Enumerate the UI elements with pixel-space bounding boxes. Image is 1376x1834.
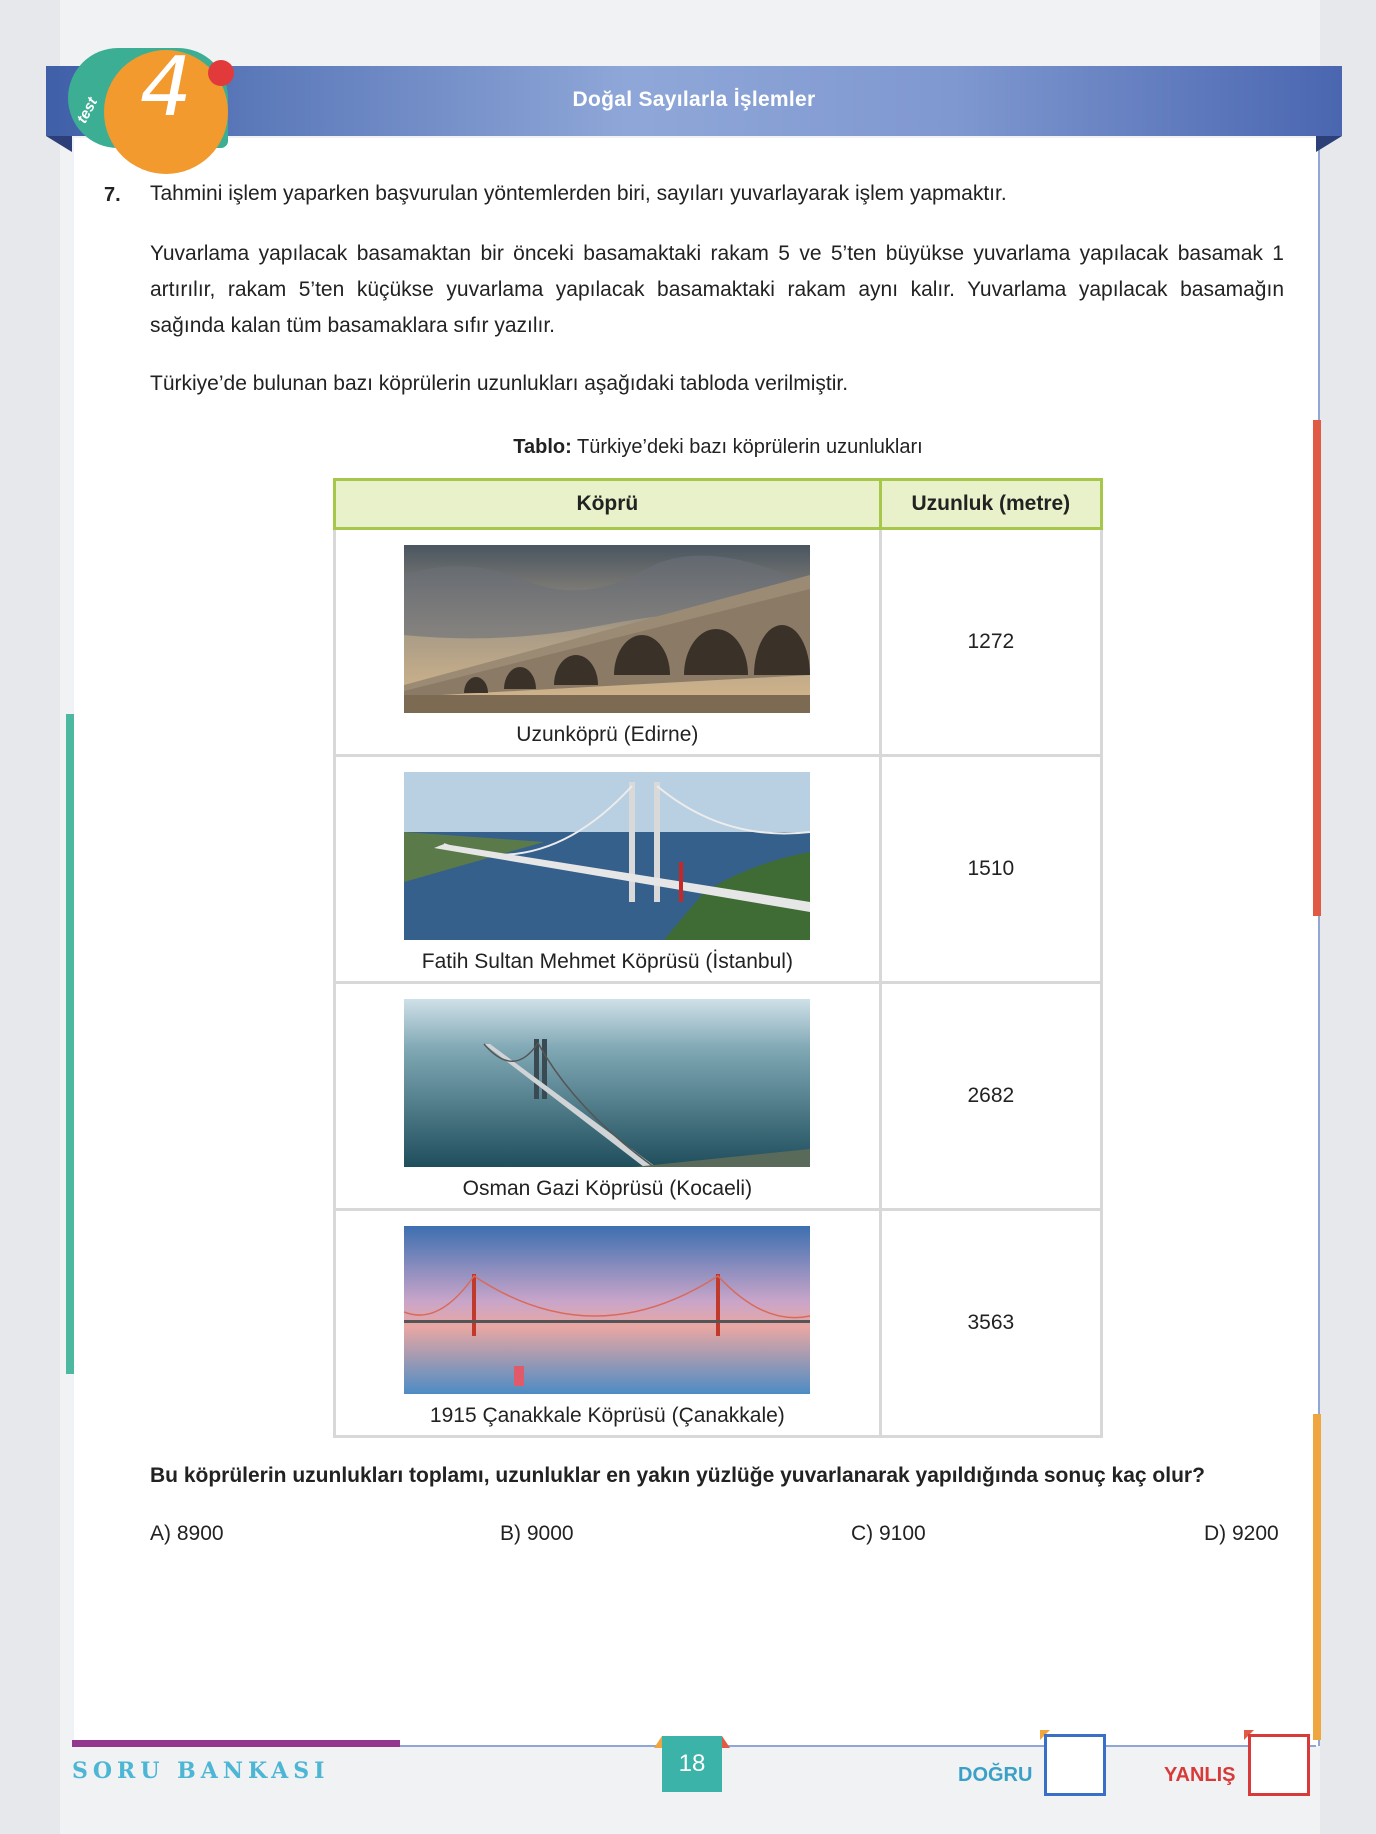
header-bar bbox=[46, 66, 1342, 136]
correct-count-label: DOĞRU bbox=[958, 1764, 1033, 1786]
bridge-cell bbox=[335, 983, 881, 1210]
background-tile bbox=[1320, 0, 1376, 1834]
wrong-count-label: YANLIŞ bbox=[1164, 1764, 1236, 1786]
page-number-corner-left bbox=[654, 1736, 662, 1748]
page-number-box bbox=[662, 1736, 722, 1792]
question-prompt: Bu köprülerin uzunlukları toplamı, uzunluklar en yakın yüzlüğe yuvarlanarak yapıldığında sonuç kaç olur? bbox=[150, 1464, 1205, 1487]
column-header-bridge: Köprü bbox=[335, 480, 881, 529]
option-c[interactable]: C) 9100 bbox=[851, 1522, 926, 1545]
background-tile bbox=[0, 0, 60, 1834]
osman-gazi-photo bbox=[404, 999, 810, 1167]
bridge-cell bbox=[335, 1210, 881, 1437]
bridge-length: 1272 bbox=[880, 529, 1101, 756]
table-row bbox=[335, 983, 1102, 1210]
fatih-sultan-mehmet-photo bbox=[404, 772, 810, 940]
bridge-table bbox=[333, 478, 1103, 1438]
header-fold-left bbox=[46, 136, 72, 152]
table-caption-label: Tablo: bbox=[513, 436, 572, 458]
table-caption bbox=[334, 436, 1102, 459]
bridge-length: 2682 bbox=[880, 983, 1101, 1210]
canakkale-1915-photo bbox=[404, 1226, 810, 1394]
bridge-length: 3563 bbox=[880, 1210, 1101, 1437]
question-number: 7. bbox=[104, 184, 121, 206]
question-intro: Tahmini işlem yaparken başvurulan yöntemlerden biri, sayıları yuvarlayarak işlem yapmaktır. bbox=[150, 182, 1007, 205]
bridge-cell bbox=[335, 756, 881, 983]
bridge-name: Uzunköprü (Edirne) bbox=[516, 723, 699, 746]
side-stripe-orange bbox=[1313, 1414, 1321, 1740]
bottom-stripe-purple bbox=[72, 1740, 400, 1747]
bottom-rule bbox=[400, 1745, 1316, 1747]
option-b[interactable]: B) 9000 bbox=[500, 1522, 574, 1545]
bridge-name: Osman Gazi Köprüsü (Kocaeli) bbox=[462, 1177, 753, 1200]
column-header-length: Uzunluk (metre) bbox=[880, 480, 1101, 529]
table-row bbox=[335, 529, 1102, 756]
table-row bbox=[335, 756, 1102, 983]
option-a[interactable]: A) 8900 bbox=[150, 1522, 224, 1545]
table-caption-text: Türkiye’deki bazı köprülerin uzunlukları bbox=[571, 436, 923, 458]
test-label: test bbox=[73, 94, 102, 127]
bridge-length: 1510 bbox=[880, 756, 1101, 983]
page-number: 18 bbox=[678, 1750, 706, 1777]
bridge-name: 1915 Çanakkale Köprüsü (Çanakkale) bbox=[429, 1404, 785, 1427]
series-title: SORU BANKASI bbox=[72, 1758, 330, 1784]
option-d[interactable]: D) 9200 bbox=[1204, 1522, 1279, 1545]
bridge-name: Fatih Sultan Mehmet Köprüsü (İstanbul) bbox=[421, 950, 793, 973]
table-intro-paragraph: Türkiye’de bulunan bazı köprülerin uzunlukları aşağıdaki tabloda verilmiştir. bbox=[150, 372, 849, 395]
uzunkopru-photo bbox=[404, 545, 810, 713]
rounding-rule-paragraph: Yuvarlama yapılacak basamaktan bir önceki basamaktaki rakam 5 ve 5’ten büyükse yuvarlama yapılacak basamak 1 artırılır, rakam 5’ten küçükse yuvarlama yapılacak basamaktaki rakam aynı kalır. Yuvarlama yapılacak basamağın sağında kalan tüm basamaklara sıfır yazılır. bbox=[150, 242, 1284, 337]
page-title: Doğal Sayılarla İşlemler bbox=[572, 88, 816, 111]
bridge-cell bbox=[335, 529, 881, 756]
table-row bbox=[335, 1210, 1102, 1437]
table-header-row bbox=[335, 480, 1102, 529]
test-number: 4 bbox=[139, 40, 193, 135]
red-dot-decoration bbox=[208, 60, 234, 86]
side-stripe-red bbox=[1313, 420, 1321, 916]
correct-count-box[interactable] bbox=[1044, 1734, 1106, 1796]
header-fold-right bbox=[1316, 136, 1342, 152]
wrong-count-box[interactable] bbox=[1248, 1734, 1310, 1796]
side-stripe-green bbox=[66, 714, 74, 1374]
page-number-corner-right bbox=[722, 1736, 730, 1748]
